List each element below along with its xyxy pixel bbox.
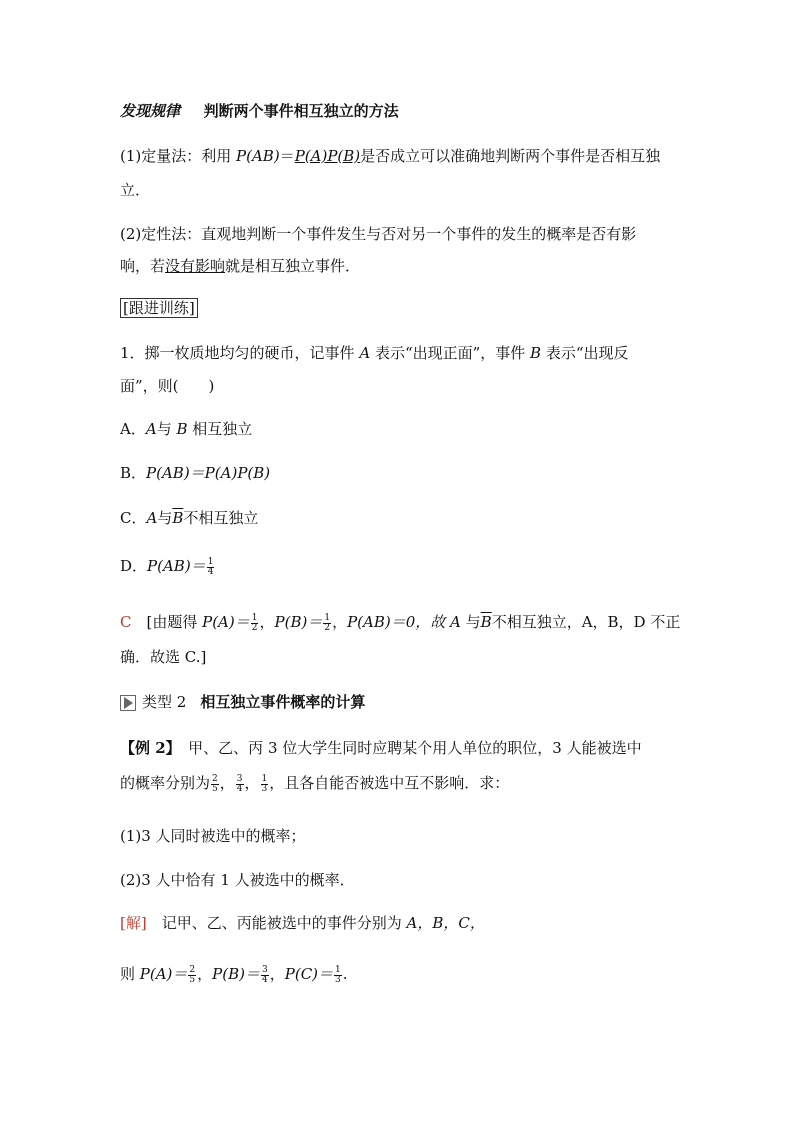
practice-label: [跟进训练] [120,298,198,318]
example-2-q1: (1)3 人同时被选中的概率； [120,827,306,845]
fraction: $\frac{3}{4}$ [236,773,243,794]
solution-tag: [解] [120,914,147,932]
play-icon [120,695,136,711]
solution: [解] 记甲、乙、丙能被选中的事件分别为 A，B，C， [120,914,485,932]
fraction: $\frac{1}{2}$ [251,612,258,633]
fraction: $\frac{1}{2}$ [324,612,331,633]
heading-tag: 发现规律 [120,102,181,120]
option-b: B．P(AB)＝P(A)P(B) [120,464,271,482]
answer-cont: 确．故选 C.] [120,648,207,666]
type-2-label: 类型 2 [142,693,187,711]
fraction: $\frac{1}{3}$ [335,964,341,985]
method-heading [120,101,399,121]
answer-letter: C [120,613,132,631]
answer: C [由题得 P(A)＝ $\frac{1}{2}$ ，P(B)＝ $\frac{1}{2}$ ，P(AB)＝0，故 A 与$\overline{B}$不相互独立，A，B，D 不正 [120,612,681,633]
heading-title: 判断两个事件相互独立的方法 [203,102,399,120]
question-1-cont: 面”，则( ) [120,377,215,395]
example-2-q2: (2)3 人中恰有 1 人被选中的概率． [120,871,355,889]
option-c: C．A与$\overline{B}$不相互独立 [120,509,259,527]
fraction: $\frac{3}{4}$ [262,964,268,985]
example-2: 【例 2】 甲、乙、丙 3 位大学生同时应聘某个用人单位的职位，3 人能被选中 [120,739,642,757]
fraction: $\frac{1}{3}$ [261,773,268,794]
method-2: (2)定性法：直观地判断一个事件发生与否对另一个事件的发生的概率是否有影 [120,225,637,243]
option-d: D．P(AB)＝ $\frac{1}{4}$ [120,556,214,577]
question-1: 1．掷一枚质地均匀的硬币，记事件 A 表示“出现正面”，事件 B 表示“出现反 [120,344,629,362]
type-2-title: 相互独立事件概率的计算 [200,693,366,711]
fraction: $\frac{2}{5}$ [189,964,196,985]
method-1-cont: 立． [120,181,151,199]
solution-probabilities: 则 P(A)＝ $\frac{2}{5}$ ，P(B)＝ $\frac{3}{4}$ ，P(C)＝ $\frac{1}{3}$ . [120,964,348,985]
method-2-cont: 响，若没有影响就是相互独立事件． [120,257,361,275]
type-2-heading [120,692,365,712]
method-1: (1)定量法：利用 P(AB)＝P(A)P(B)是否成立可以准确地判断两个事件是否相互独 [120,147,661,165]
example-tag: 【例 2】 [120,739,174,757]
fraction: $\frac{1}{4}$ [207,556,214,577]
example-2-cont: 的概率分别为 $\frac{2}{5}$ ， $\frac{3}{4}$ ， $\frac{1}{3}$ ，且各自能否被选中互不影响．求： [120,773,510,794]
option-a: A．A与 B 相互独立 [120,420,253,438]
fraction: $\frac{2}{5}$ [212,773,218,794]
